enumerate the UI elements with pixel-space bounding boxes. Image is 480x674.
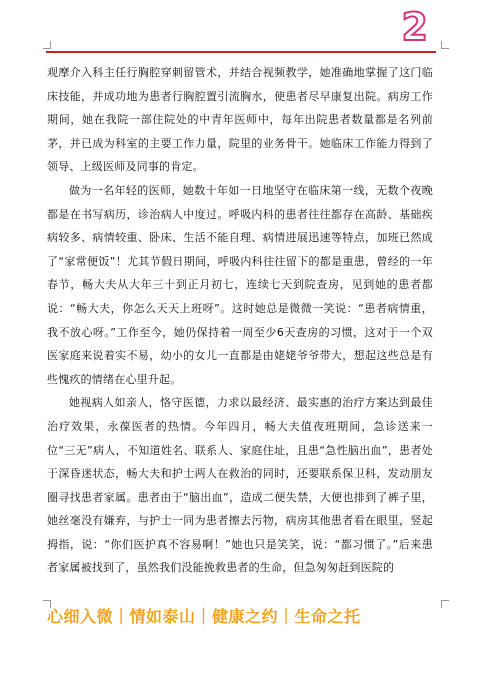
page-number: 2	[401, 5, 428, 49]
paragraph-2: 做为一名年轻的医师，她数十年如一日地坚守在临床第一线，无数个夜晚都是在书写病历，诊治病人中度过。呼吸内科的患者往往都存在高龄、基础疾病较多、病情较重、卧床、生活不能自理、病情进展迅速等特点，加班已然成了“家常便饭”！尤其节假日期间，呼吸内科往往留下的都是重患，曾经的一年春节，畅大夫从大年三十到正月初七，连续七天到院查房，见到她的患者都说：“畅大夫，你怎么天天上班呀”。这时她总是微微一笑说：“患者病情重，我不放心呀。”工作至今，她仍保持着一周至少6天查房的习惯，这对于一个双医家庭来说着实不易，幼小的女儿一直都是由姥姥爷爷带大，想起这些总是有些愧疚的情绪在心里升起。	[47, 183, 433, 386]
footer-slogan: 心细入微｜情如泰山｜健康之约｜生命之托	[47, 607, 361, 626]
header-rule	[46, 51, 436, 53]
paragraph-3: 她视病人如亲人，恪守医德，力求以最经济、最实惠的治疗方案达到最佳治疗效果，永葆医者的热情。今年四月，畅大夫值夜班期间，急诊送来一位“三无”病人，不知道姓名、联系人、家庭住址，且患“急性脑出血”，患者处于深昏迷状态，畅大夫和护士两人在救治的同时，还要联系保卫科，发动朋友圈寻找患者家属。患者由于“脑出血”，造成二便失禁，大便也排到了裤子里，她丝毫没有嫌弃，与护士一同为患者擦去污物，病房其他患者看在眼里，竖起拇指，说：“你们医护真不容易啊！”她也只是笑笑，说：“都习惯了。”后来患者家属被找到了，虽然我们没能挽救患者的生命，但急匆匆赶到医院的	[47, 396, 433, 575]
crop-mark-top-right	[441, 41, 449, 49]
crop-mark-top-left	[43, 41, 51, 49]
paragraph-1: 观摩介入科主任行胸腔穿刺留管术，并结合视频教学，她准确地掌握了这门临床技能，并成功地为患者行胸腔置引流胸水，使患者尽早康复出院。病房工作期间，她在我院一部住院处的中青年医师中，每年出院患者数量都是名列前茅，并已成为科室的主要工作力量，院里的业务骨干。她临床工作能力得到了领导、上级医师及同事的肯定。	[47, 66, 433, 174]
body-text	[47, 61, 433, 580]
